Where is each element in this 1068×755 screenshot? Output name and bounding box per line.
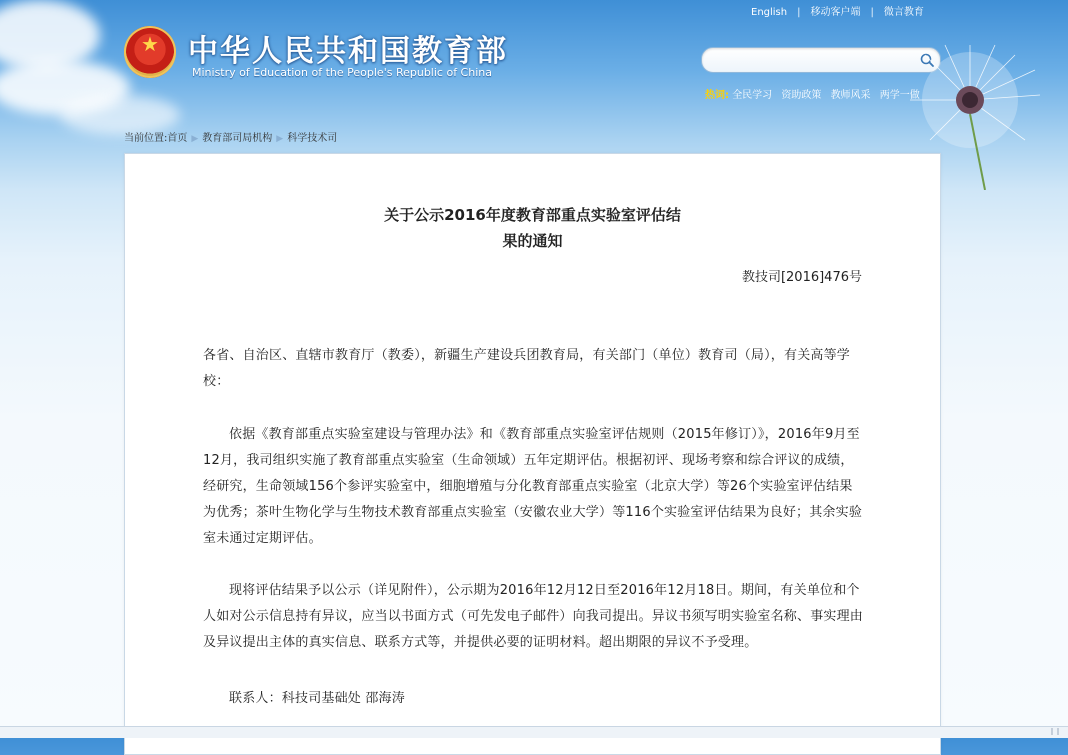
chevron-right-icon: ▶ [191, 134, 199, 144]
hot-word-link[interactable]: 资助政策 [781, 90, 822, 101]
browser-status-bar [0, 726, 1068, 738]
link-weiyan-education[interactable]: 微言教育 [883, 7, 924, 18]
hot-words [705, 86, 926, 101]
breadcrumb-item-science-tech[interactable]: 科学技术司 [287, 133, 338, 144]
resize-grip-icon[interactable] [1046, 727, 1066, 736]
paragraph-2: 现将评估结果予以公示（详见附件），公示期为2016年12月12日至2016年12月18日。期间，有关单位和个人如对公示信息持有异议，应当以书面方式（可先发电子邮件）向我司提出。异议书须写明实验室名称、事实理由及异议提出主体的真实信息、联系方式等，并提供必要的证明材料。超出期限的异议不予受理。 [203, 583, 864, 650]
hot-word-link[interactable]: 全民学习 [732, 90, 773, 101]
site-title[interactable]: 中华人民共和国教育部 [188, 34, 508, 69]
document-number: 教技司[2016]476号 [741, 270, 862, 285]
salutation: 各省、自治区、直辖市教育厅（教委），新疆生产建设兵团教育局，有关部门（单位）教育司（局），有关高等学校： [203, 348, 851, 389]
paragraph-1: 依据《教育部重点实验室建设与管理办法》和《教育部重点实验室评估规则（2015年修订）》，2016年9月至12月，我司组织实施了教育部重点实验室（生命领域）五年定期评估。根据初评、现场考察和综合评议的成绩，经研究，生命领域156个参评实验室中，细胞增殖与分化教育部重点实验室（北京大学）等26个实验室评估结果为优秀；茶叶生物化学与生物技术教育部重点实验室（安徽农业大学）等116个实验室评估结果为良好；其余实验室未通过定期评估。 [203, 427, 863, 546]
breadcrumb-item-home[interactable]: 首页 [167, 133, 188, 144]
breadcrumb [124, 129, 337, 144]
contact-line: 联系人：科技司基础处 邵海涛 [229, 691, 405, 706]
article-container [124, 153, 941, 755]
title-line-2: 果的通知 [502, 232, 563, 250]
chevron-right-icon: ▶ [276, 134, 284, 144]
top-links: English | 移动客户端 | 微言教育 [751, 7, 924, 18]
link-english[interactable]: English [751, 7, 788, 18]
search-input[interactable] [712, 51, 911, 70]
hot-word-link[interactable]: 教师风采 [830, 90, 871, 101]
breadcrumb-label: 当前位置: [124, 133, 168, 144]
hot-words-label: 热词: [705, 90, 729, 101]
hot-word-link[interactable]: 两学一做 [879, 90, 920, 101]
national-emblem-icon[interactable]: ★ [124, 26, 176, 78]
title-line-1: 关于公示2016年度教育部重点实验室评估结 [384, 206, 681, 224]
site-header [0, 0, 1068, 150]
site-subtitle: Ministry of Education of the People's Republic of China [192, 66, 492, 79]
link-mobile-client[interactable]: 移动客户端 [810, 7, 861, 18]
page-title [125, 202, 940, 254]
breadcrumb-item-departments[interactable]: 教育部司局机构 [202, 133, 273, 144]
